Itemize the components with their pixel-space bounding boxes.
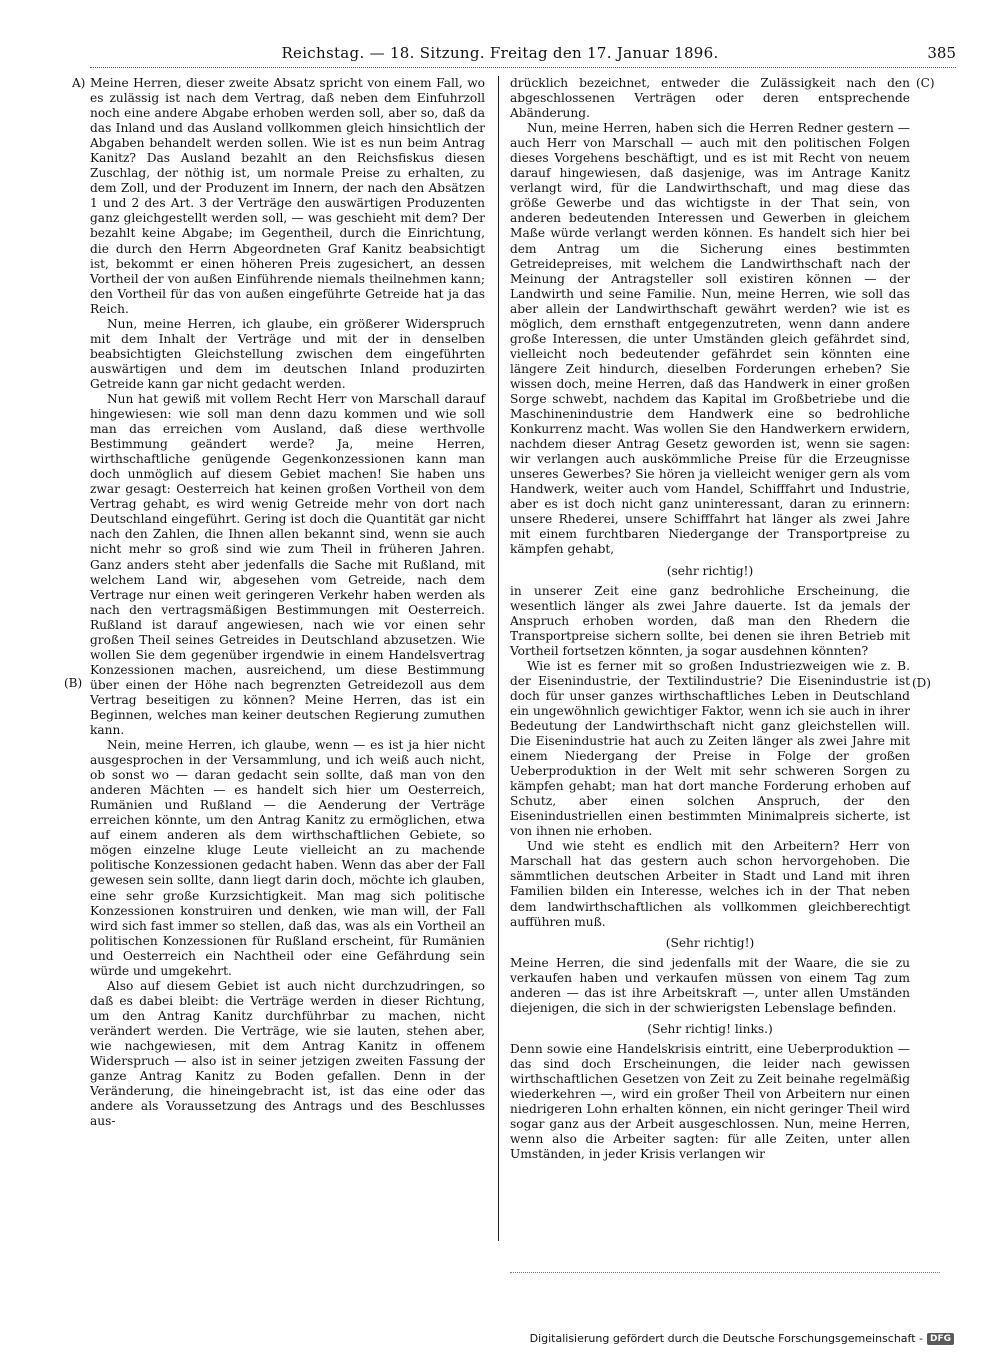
interjection: (sehr richtig!): [666, 563, 754, 578]
paragraph: Und wie steht es endlich mit den Arbeitern? Herr von Marschall hat das gestern auch schon hervorgehoben. Die sämmtlichen deutschen Arbeiter in Stadt und Land mit ihren Familien bilden ein Interesse, welches ich in der That neben dem landwirthschaftlichen als vollkommen gleichberechtigt aufführen muß.: [510, 839, 910, 929]
paragraph: in unserer Zeit eine ganz bedrohliche Erscheinung, die wesentlich länger als zwei Jahre dauerte. Ist da jemals der Anspruch erhoben worden, daß man den Rhedern die Transportpreise sichern sollte, bei denen sie ihren Betrieb mit Vortheil fortsetzen könnten, ja sogar ausdehnen könnten?: [510, 583, 910, 658]
page-number: 385: [927, 44, 956, 62]
margin-mark-d: (D): [912, 676, 931, 690]
paragraph: Denn sowie eine Handelskrisis eintritt, eine Ueberproduktion — das sind doch Erscheinungen, die leider nach gewissen wirthschaftlichen Gesetzen von Zeit zu Zeit beinahe regelmäßig wiederkehren —, wird ein großer Theil von Arbeitern nur einen niedrigeren Lohn erhalten können, ein nicht geringer Theil wird sogar ganz aus der Arbeit ausgeschlossen. Nun, meine Herren, wenn also die Arbeiter sagten: für alle Zeiten, unter allen Umständen, in jeder Krisis verlangen wir: [510, 1041, 910, 1162]
paragraph: Meine Herren, dieser zweite Absatz spricht von einem Fall, wo es zulässig ist nach dem Vertrag, daß neben dem Einfuhrzoll noch eine andere Abgabe erhoben werden soll, aber so, daß da das Inland und das Ausland vollkommen gleich hinsichtlich der Abgaben behandelt werden sollen. Wie ist es nun beim Antrag Kanitz? Das Ausland bezahlt an den Reichsfiskus diesen Zuschlag, der nöthig ist, um normale Preise zu erhalten, zu dem Zoll, und der Produzent im Innern, der nach den Absätzen 1 und 2 des Art. 3 der Verträge den auswärtigen Produzenten ganz gleichgestellt werden soll, — was geschieht mit dem? Der bezahlt keine Abgabe; im Gegentheil, durch die Einrichtung, die durch den Herrn Abgeordneten Graf Kanitz beabsichtigt ist, bekommt er einen höheren Preis zugesichert, an dessen Vortheil der von außen Einführende niemals theilnehmen kann; den Vortheil für das von außen eingeführte Getreide hat ja das Reich.: [90, 76, 485, 316]
margin-mark-c: (C): [916, 76, 935, 90]
paragraph: Meine Herren, die sind jedenfalls mit der Waare, die sie zu verkaufen haben und verkaufen müssen von einem Tag zum anderen — das ist ihre Arbeitskraft —, unter allen Umständen diejenigen, die sich in der schwierigsten Lebenslage befinden.: [510, 955, 910, 1015]
footer: [530, 1332, 954, 1345]
paragraph: drücklich bezeichnet, entweder die Zulässigkeit nach den abgeschlossenen Verträgen oder deren entsprechende Abänderung.: [510, 76, 910, 121]
footer-text: Digitalisierung gefördert durch die Deutsche Forschungsgemeinschaft -: [529, 1332, 923, 1345]
margin-mark-b: (B): [64, 676, 83, 690]
paragraph: Also auf diesem Gebiet ist auch nicht durchzudringen, so daß es dabei bleibt: die Verträge werden in dieser Richtung, um den Antrag Kanitz durchführbar zu machen, nicht verändert werden. Die Verträge, wie sie lauten, stehen aber, wie nachgewiesen, mit dem Antrag Kanitz in offenem Widerspruch — also ist in seiner jetzigen zweiten Fassung der ganze Antrag Kanitz zu Boden gefallen. Denn in der Veränderung, die hineingebracht ist, ist das eine oder das andere als Voraussetzung des Antrags und des Beschlusses aus-: [90, 978, 485, 1129]
right-column: [510, 76, 910, 1162]
interjection: (Sehr richtig!): [665, 935, 755, 950]
paragraph: Wie ist es ferner mit so großen Industriezweigen wie z. B. der Eisenindustrie, der Textilindustrie? Die Eisenindustrie ist doch für unser ganzes wirthschaftliches Leben in Deutschland ein ungewöhnlich gewichtiger Faktor, wenn ich sie auch in ihrer Bedeutung der Landwirthschaft nicht ganz gleichstellen will. Die Eisenindustrie hat auch zu Zeiten länger als zwei Jahre mit einem Niedergang der Preise in Folge der großen Ueberproduktion in der Welt mit sehr schweren Sorgen zu kämpfen gehabt; man hat dort manche Forderung erhoben auf Schutz, aber einen solchen Anspruch, der den Eisenindustriellen einen bestimmten Minimalpreis sicherte, ist von ihnen nie erhoben.: [510, 658, 910, 839]
dfg-logo: DFG: [927, 1333, 954, 1345]
bottom-rule: [510, 1272, 940, 1273]
paragraph: Nein, meine Herren, ich glaube, wenn — es ist ja hier nicht ausgesprochen in der Versammlung, und ich weiß auch nicht, ob sonst wo — daran gedacht sein sollte, daß man von den anderen Mächten — es handelt sich hier um Oesterreich, Rumänien und Rußland — die Aenderung der Verträge erreichen könnte, um den Antrag Kanitz zu ermöglichen, etwa auf einem anderen als dem wirthschaftlichen Gebiete, so mögen einzelne kluge Leute vielleicht an zu machende politische Konzessionen gedacht haben. Wenn das aber der Fall gewesen sein sollte, dann liegt darin doch, möchte ich glauben, eine sehr große Kurzsichtigkeit. Man mag sich politische Konzessionen konstruiren und denken, wie man will, der Fall wird sich fast immer so stellen, daß das, was als ein Vortheil an politischen Konzessionen für Rußland erscheint, für Rumänien und Oesterreich ein Nachtheil oder eine Gefährdung sein würde und umgekehrt.: [90, 738, 485, 978]
column-divider: [498, 76, 499, 1241]
running-header: [0, 0, 1000, 66]
header-rule: [90, 67, 956, 68]
left-column: [90, 76, 485, 1129]
running-title: Reichstag. — 18. Sitzung. Freitag den 17. Januar 1896.: [281, 44, 719, 62]
paragraph: Nun, meine Herren, haben sich die Herren Redner gestern — auch Herr von Marschall — auch mit den politischen Folgen dieses Vorgehens beschäftigt, und es ist mit Recht von neuem darauf hingewiesen, daß dasjenige, was im Antrage Kanitz verlangt wird, für die Landwirthschaft, und mag diese das größe Gewerbe und das wichtigste in der That sein, von anderen bedeutenden Interessen und Gewerben in gleichem Maße würde verlangt werden können. Es handelt sich hier bei dem Antrag um die Sicherung eines bestimmten Getreidepreises, mit welchem die Landwirthschaft nach der Meinung der Antragsteller soll existiren können — der Landwirth und seine Familie. Nun, meine Herren, wie soll das aber allein der Landwirthschaft gewährt werden? wie ist es möglich, dem ernsthaft entgegenzutreten, wenn dann andere große Interessen, die unter Umständen gleich gefährdet sind, vielleicht noch bedeutender gefährdet sein könnten eine längere Zeit hindurch, dieselben Forderungen erheben? Sie wissen doch, meine Herren, daß das Handwerk in einer großen Sorge schwebt, nachdem das Kapital im Großbetriebe und die Maschinenindustrie dem Handwerk eine so bedrohliche Konkurrenz macht. Was wollen Sie den Handwerkern erwidern, nachdem dieser Antrag Gesetz geworden ist, wenn sie sagen: wir verlangen auch auskömmliche Preise für die Erzeugnisse unseres Gewerbes? Sie hören ja vielleicht weniger gern als vom Handwerk, weiter auch vom Handel, Schifffahrt und Industrie, aber es ist doch nicht ganz uninteressant, daran zu erinnern: unsere Rhederei, unsere Schifffahrt hat länger als zwei Jahre mit einem furchtbaren Niedergange der Transportpreise zu kämpfen gehabt,: [510, 121, 910, 557]
interjection: (Sehr richtig! links.): [647, 1021, 773, 1036]
margin-mark-a: A): [72, 76, 86, 90]
paragraph: Nun hat gewiß mit vollem Recht Herr von Marschall darauf hingewiesen: wie soll man denn dazu kommen und wie soll man das erreichen vom Ausland, daß diese werthvolle Bestimmung geändert werde? Ja, meine Herren, wirthschaftliche genügende Gegenkonzessionen kann man doch unmöglich auf diesem Gebiet machen! Sie haben uns zwar gesagt: Oesterreich hat keinen großen Vortheil von dem Vertrag gehabt, es wird wenig Getreide mehr von dort nach Deutschland eingeführt. Gering ist doch die Quantität gar nicht nach den Zahlen, die Ihnen allen bekannt sind, wenn sie auch nicht mehr so groß sind wie zum Theil in früheren Jahren. Ganz anders steht aber jedenfalls die Sache mit Rußland, mit welchem Land wir, abgesehen vom Getreide, nach dem Vertrage nur einen weit geringeren Verkehr haben werden als nach den vertragsmäßigen Bestimmungen mit Oesterreich. Rußland ist darauf angewiesen, nach wie vor einen sehr großen Theil seines Getreides in Deutschland abzusetzen. Wie wollen Sie dem gegenüber irgendwie in einem Handelsvertrag Konzessionen machen, ausreichend, um diese Bestimmung über einen der Höhe nach begrenzten Getreidezoll aus dem Vertrag beseitigen zu können? Meine Herren, das ist ein Beginnen, welches man keiner deutschen Regierung zumuthen kann.: [90, 391, 485, 738]
paragraph: Nun, meine Herren, ich glaube, ein größerer Widerspruch mit dem Inhalt der Verträge und mit der in denselben beabsichtigten Gleichstellung zwischen dem eingeführten auswärtigen und dem im deutschen Inland produzirten Getreide kann gar nicht gedacht werden.: [90, 316, 485, 391]
